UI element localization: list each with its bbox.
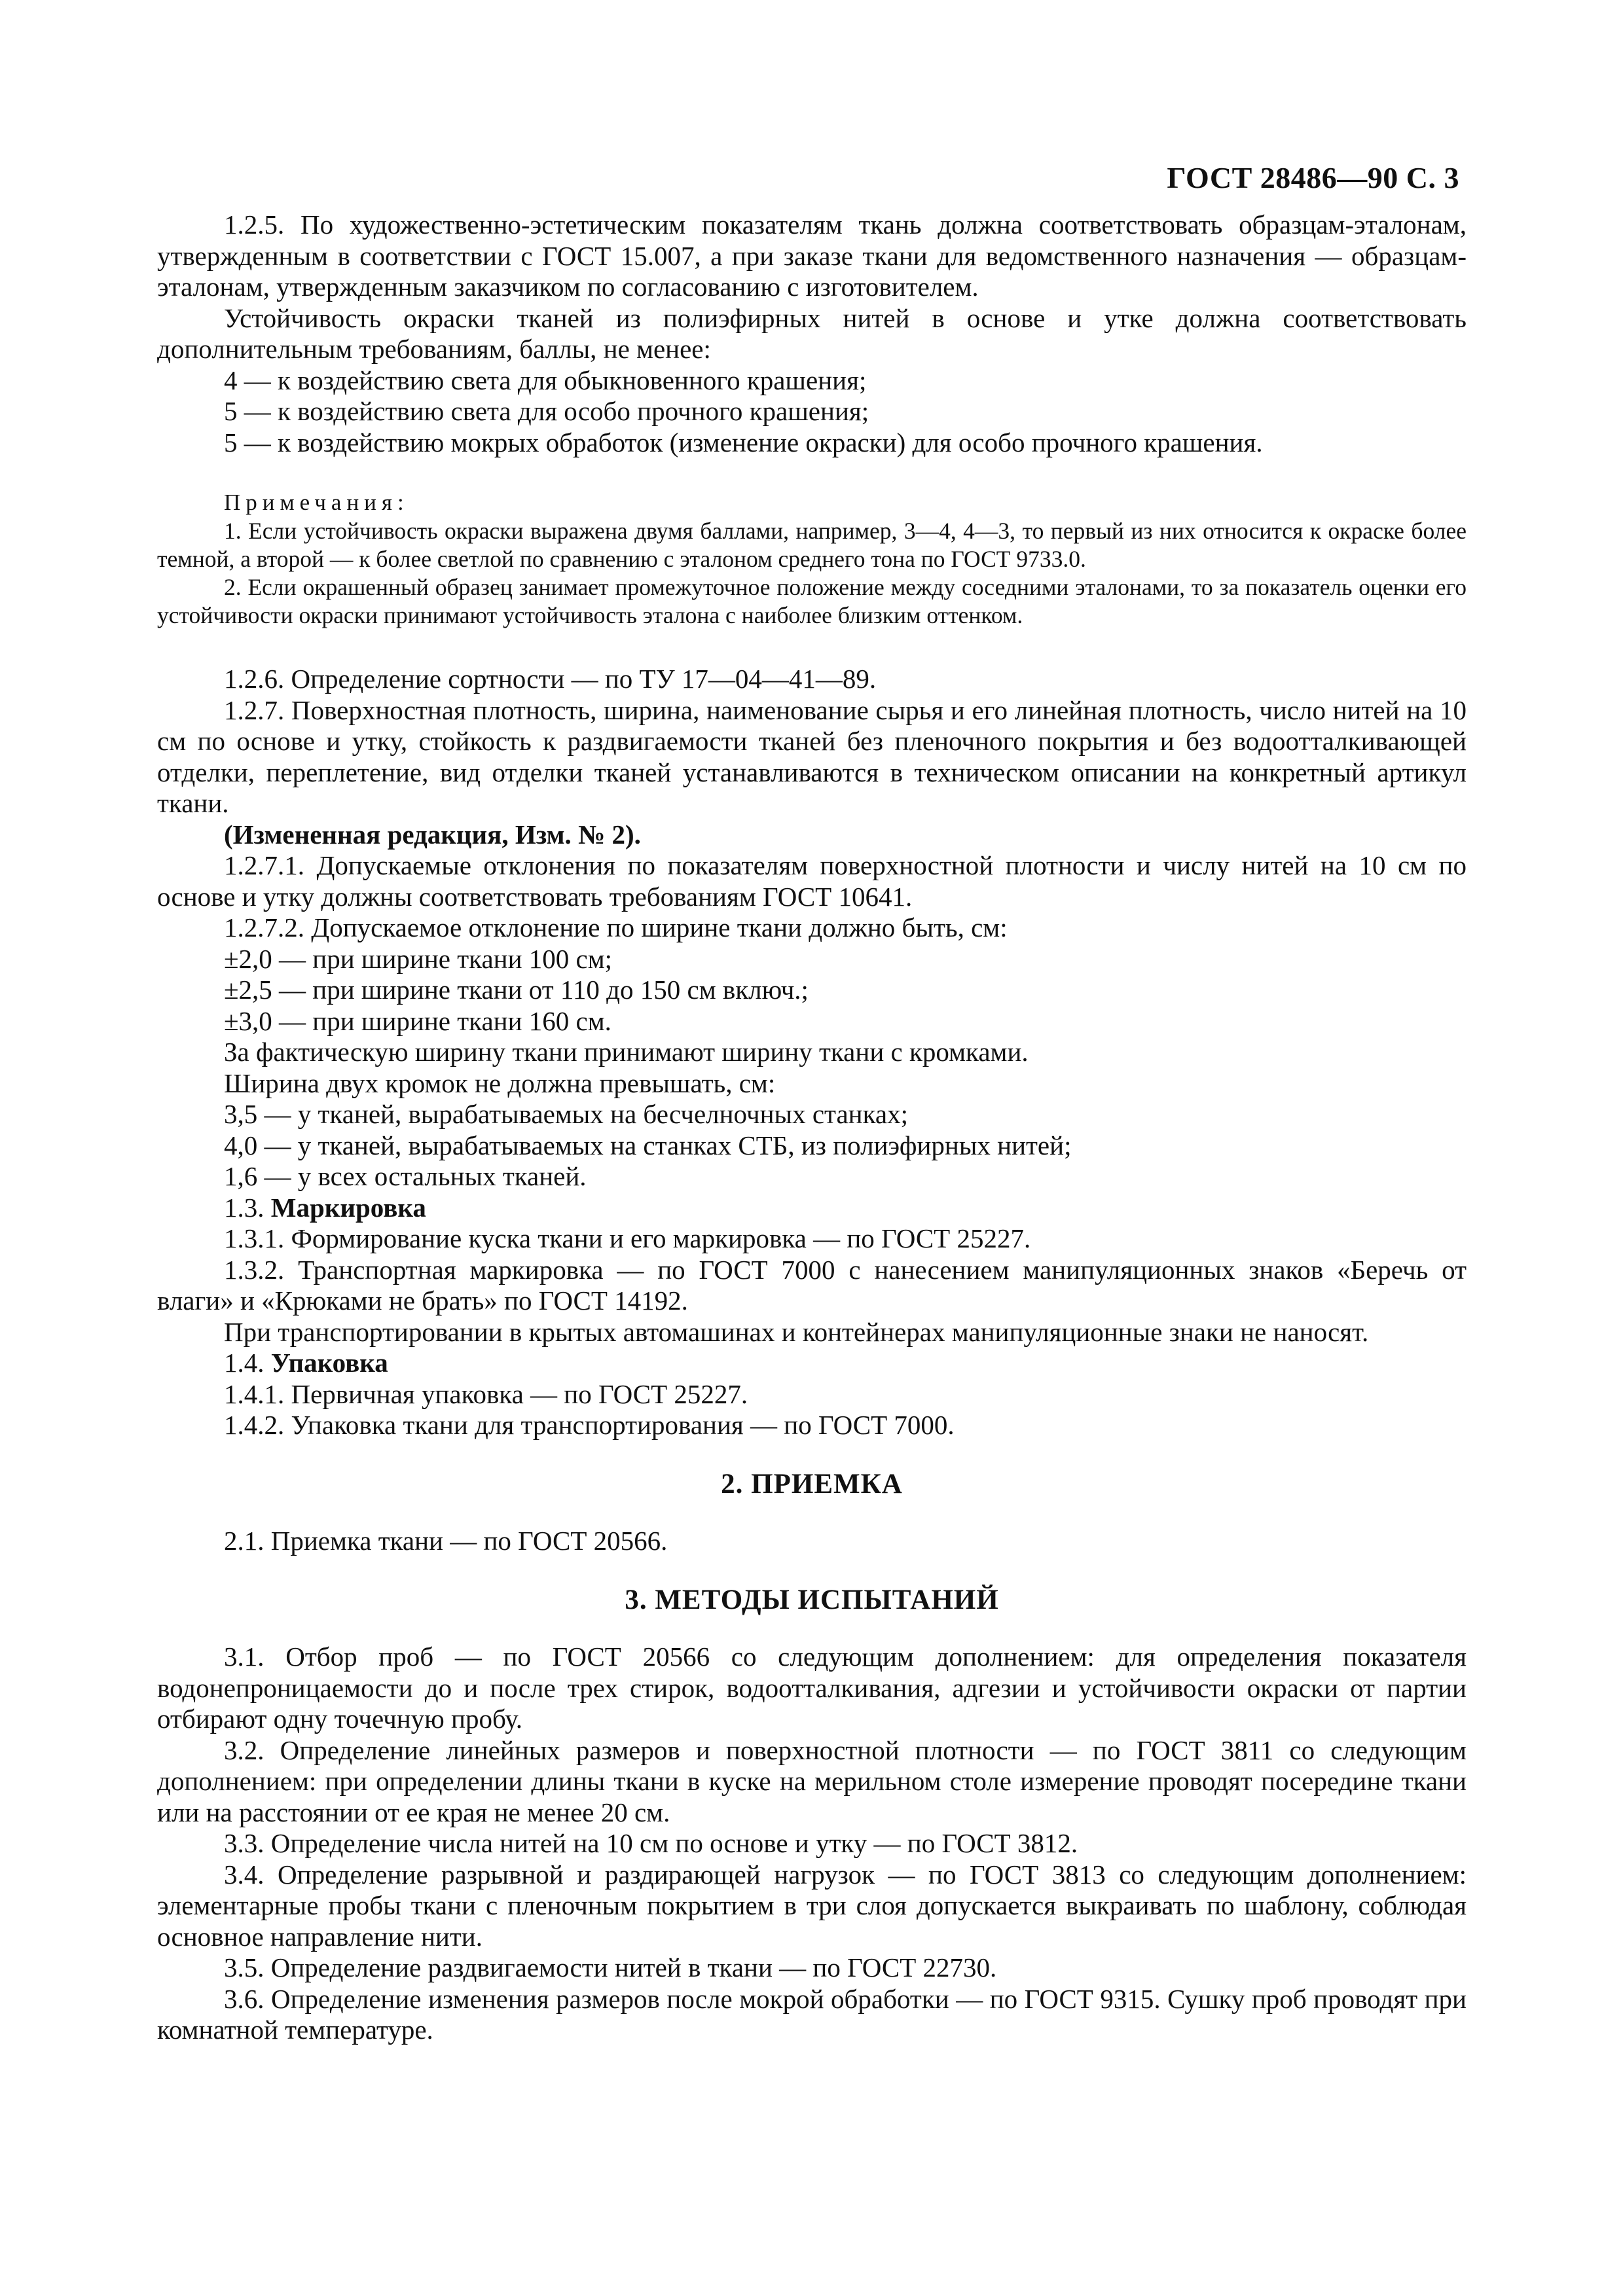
- paragraph-1-2-7-2: 1.2.7.2. Допускаемое отклонение по ширине ткани должно быть, см:: [224, 912, 1008, 942]
- note-1: 1. Если устойчивость окраски выражена двумя баллами, например, 3—4, 4—3, то первый из них относится к окраске более темной, а второй — к более светлой по сравнению с эталоном среднего тона по ГОСТ 9733.0.: [157, 518, 1467, 572]
- paragraph-3-3: 3.3. Определение числа нитей на 10 см по основе и утку — по ГОСТ 3812.: [224, 1828, 1078, 1858]
- notes-title: Примечания:: [224, 490, 409, 515]
- section-2-title: 2. ПРИЕМКА: [721, 1468, 903, 1499]
- paragraph-1-2-7: 1.2.7. Поверхностная плотность, ширина, наименование сырья и его линейная плотность, число нитей на 10 см по основе и утку, стойкость к раздвигаемости тканей без пленочного покрытия и без водоотталкивающей отделки, переплетение, вид отделки тканей устанавливаются в техническом описании на конкретный артикул ткани.: [157, 694, 1467, 818]
- paragraph-1-3-1: 1.3.1. Формирование куска ткани и его маркировка — по ГОСТ 25227.: [224, 1223, 1031, 1253]
- paragraph-transport: При транспортировании в крытых автомашинах и контейнерах манипуляционные знаки не наносят.: [224, 1316, 1369, 1347]
- list-item: ±3,0 — при ширине ткани 160 см.: [224, 1005, 611, 1036]
- document-body: [157, 209, 1467, 2046]
- list-item: ±2,0 — при ширине ткани 100 см;: [224, 943, 613, 974]
- list-item: 4,0 — у тканей, вырабатываемых на станках СТБ, из полиэфирных нитей;: [224, 1130, 1072, 1160]
- paragraph-1-3-2: 1.3.2. Транспортная маркировка — по ГОСТ 7000 с нанесением манипуляционных знаков «Беречь от влаги» и «Крюками не брать» по ГОСТ 14192.: [157, 1254, 1467, 1316]
- subsection-title: Маркировка: [270, 1192, 426, 1223]
- subsection-1-4: [157, 1348, 1467, 1379]
- paragraph-edges: Ширина двух кромок не должна превышать, см:: [224, 1067, 776, 1098]
- paragraph-1-4-2: 1.4.2. Упаковка ткани для транспортирования — по ГОСТ 7000.: [224, 1410, 955, 1440]
- subsection-number: 1.3.: [224, 1192, 264, 1223]
- note-2: 2. Если окрашенный образец занимает промежуточное положение между соседними эталонами, то за показатель оценки его устойчивости окраски принимают устойчивость эталона с наиболее близким оттенком.: [157, 574, 1467, 628]
- list-item: 4 — к воздействию света для обыкновенного крашения;: [224, 365, 867, 395]
- list-item: 5 — к воздействию мокрых обработок (изменение окраски) для особо прочного крашения.: [224, 427, 1263, 457]
- paragraph-1-2-6: 1.2.6. Определение сортности — по ТУ 17—04—41—89.: [224, 664, 877, 694]
- list-item: 3,5 — у тканей, вырабатываемых на бесчелночных станках;: [224, 1099, 908, 1129]
- paragraph-1-4-1: 1.4.1. Первичная упаковка — по ГОСТ 25227.: [224, 1378, 748, 1409]
- paragraph-color-fastness: Устойчивость окраски тканей из полиэфирных нитей в основе и утке должна соответствовать дополнительным требованиям, баллы, не менее:: [157, 302, 1467, 364]
- paragraph-3-6: 3.6. Определение изменения размеров после мокрой обработки — по ГОСТ 9315. Сушку проб проводят при комнатной температуре.: [157, 1983, 1467, 2045]
- paragraph-3-1: 3.1. Отбор проб — по ГОСТ 20566 со следующим дополнением: для определения показателя водонепроницаемости до и после трех стирок, водоотталкивания, адгезии и устойчивости окраски от партии отбирают одну точечную пробу.: [157, 1641, 1467, 1734]
- paragraph-2-1: 2.1. Приемка ткани — по ГОСТ 20566.: [224, 1526, 668, 1556]
- subsection-title: Упаковка: [270, 1348, 388, 1378]
- page-header: ГОСТ 28486—90 С. 3: [1167, 161, 1459, 194]
- section-3-title: 3. МЕТОДЫ ИСПЫТАНИЙ: [625, 1584, 999, 1615]
- list-item: 5 — к воздействию света для особо прочного крашения;: [224, 396, 869, 426]
- paragraph-3-4: 3.4. Определение разрывной и раздирающей нагрузок — по ГОСТ 3813 со следующим дополнением: элементарные пробы ткани с пленочным покрытием в три слоя допускается выкраивать по шаблону, соблюдая основное направление нити.: [157, 1859, 1467, 1952]
- subsection-number: 1.4.: [224, 1348, 264, 1378]
- paragraph-1-2-7-1: 1.2.7.1. Допускаемые отклонения по показателям поверхностной плотности и числу нитей на 10 см по основе и утку должны соответствовать требованиям ГОСТ 10641.: [157, 850, 1467, 912]
- list-item: 1,6 — у всех остальных тканей.: [224, 1161, 587, 1191]
- paragraph-3-2: 3.2. Определение линейных размеров и поверхностной плотности — по ГОСТ 3811 со следующим дополнением: при определении длины ткани в куске на мерильном столе измерение проводят посередине ткани или на расстоянии от ее края не менее 20 см.: [157, 1734, 1467, 1827]
- list-item: ±2,5 — при ширине ткани от 110 до 150 см включ.;: [224, 975, 809, 1005]
- paragraph-1-2-5: 1.2.5. По художественно-эстетическим показателям ткань должна соответствовать образцам-эталонам, утвержденным в соответствии с ГОСТ 15.007, а при заказе ткани для ведомственного назначения — образцам-эталонам, утвержденным заказчиком по согласованию с изготовителем.: [157, 209, 1467, 302]
- subsection-1-3: [157, 1193, 1467, 1224]
- amendment-note: (Измененная редакция, Изм. № 2).: [224, 819, 641, 850]
- paragraph-width: За фактическую ширину ткани принимают ширину ткани с кромками.: [224, 1037, 1029, 1067]
- paragraph-3-5: 3.5. Определение раздвигаемости нитей в ткани — по ГОСТ 22730.: [224, 1952, 997, 1982]
